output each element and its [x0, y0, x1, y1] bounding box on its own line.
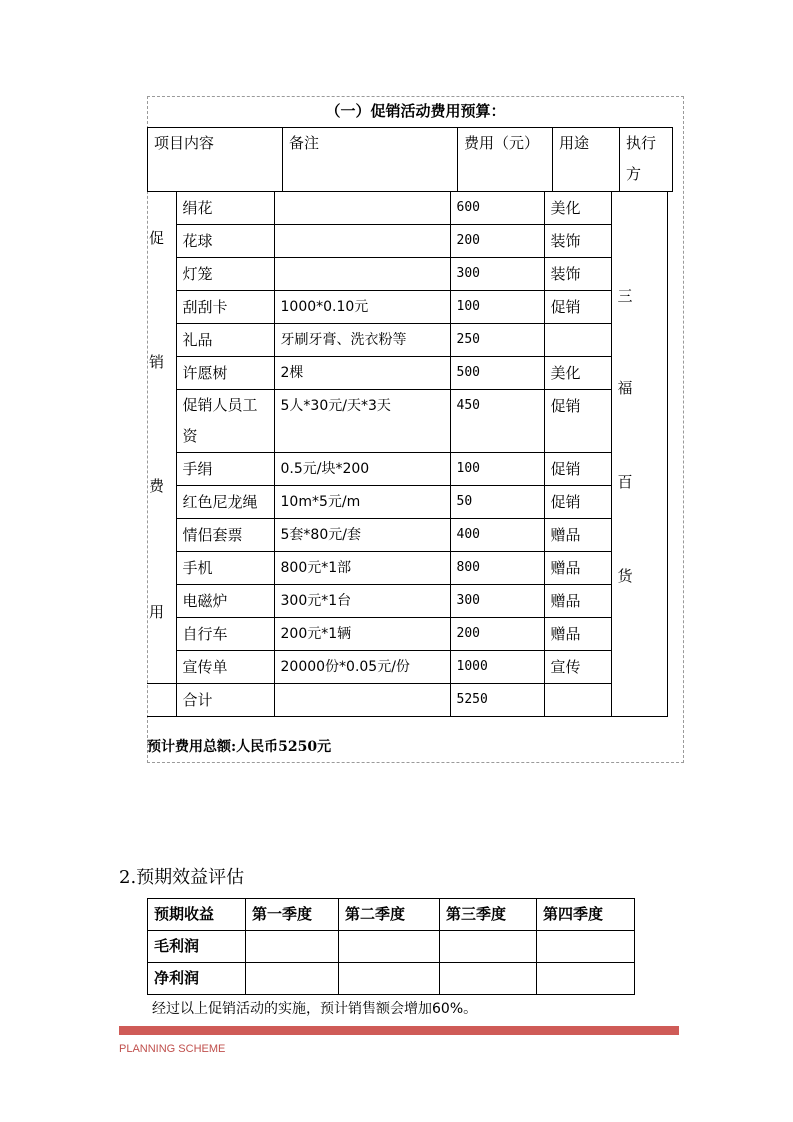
eval-row-net-label: 净利润	[148, 963, 246, 995]
budget-item	[176, 390, 274, 453]
budget-item: 灯笼	[176, 258, 274, 291]
budget-use: 促销	[544, 390, 611, 453]
budget-row	[147, 552, 667, 585]
budget-cost: 800	[450, 552, 544, 585]
budget-row	[147, 618, 667, 651]
eval-header-q3: 第三季度	[440, 899, 537, 931]
budget-item: 手机	[176, 552, 274, 585]
budget-row	[147, 258, 667, 291]
executor-char: 福	[617, 379, 633, 397]
budget-item: 手绢	[176, 453, 274, 486]
total-empty-cell	[147, 684, 176, 717]
eval-header-q2: 第二季度	[339, 899, 440, 931]
budget-note: 2棵	[274, 357, 450, 390]
budget-use: 赠品	[544, 618, 611, 651]
budget-cost: 100	[450, 453, 544, 486]
budget-use: 促销	[544, 486, 611, 519]
category-char: 促	[149, 229, 165, 247]
header-executor-line1: 执行	[626, 134, 657, 152]
budget-cost: 200	[450, 618, 544, 651]
budget-row	[147, 519, 667, 552]
budget-item: 红色尼龙绳	[176, 486, 274, 519]
eval-row-gross-label: 毛利润	[148, 931, 246, 963]
budget-cost: 300	[450, 585, 544, 618]
budget-item: 情侣套票	[176, 519, 274, 552]
budget-use: 促销	[544, 453, 611, 486]
budget-use: 赠品	[544, 519, 611, 552]
budget-total-text: 预计费用总额:人民币5250元	[147, 739, 332, 755]
budget-item: 许愿树	[176, 357, 274, 390]
budget-total-row	[147, 684, 667, 717]
budget-note: 20000份*0.05元/份	[274, 651, 450, 684]
budget-cost: 300	[450, 258, 544, 291]
budget-row	[147, 651, 667, 684]
eval-header-revenue: 预期收益	[148, 899, 246, 931]
executor-vertical-label	[611, 192, 667, 717]
budget-note	[274, 192, 450, 225]
budget-note: 200元*1辆	[274, 618, 450, 651]
eval-header-q4: 第四季度	[537, 899, 635, 931]
header-executor	[620, 128, 673, 192]
budget-use: 美化	[544, 357, 611, 390]
category-char: 费	[149, 477, 165, 495]
header-item: 项目内容	[148, 128, 283, 192]
budget-note	[274, 258, 450, 291]
budget-item: 电磁炉	[176, 585, 274, 618]
budget-use: 装饰	[544, 225, 611, 258]
eval-cell	[537, 963, 635, 995]
eval-cell	[440, 931, 537, 963]
budget-cost: 600	[450, 192, 544, 225]
budget-row	[147, 225, 667, 258]
budget-item-line2: 资	[182, 427, 198, 445]
eval-cell	[440, 963, 537, 995]
budget-table	[147, 191, 668, 717]
header-cost: 费用（元）	[458, 128, 553, 192]
evaluation-conclusion: 经过以上促销活动的实施，预计销售额会增加60%。	[152, 1001, 478, 1017]
budget-title: （一）促销活动费用预算：	[325, 102, 506, 120]
category-char: 用	[149, 603, 165, 621]
budget-use: 装饰	[544, 258, 611, 291]
budget-row	[147, 390, 667, 453]
budget-note: 800元*1部	[274, 552, 450, 585]
budget-cost: 50	[450, 486, 544, 519]
budget-cost: 250	[450, 324, 544, 357]
executor-char: 百	[617, 473, 633, 491]
header-note: 备注	[283, 128, 458, 192]
budget-use: 促销	[544, 291, 611, 324]
eval-cell	[339, 931, 440, 963]
budget-use: 宣传	[544, 651, 611, 684]
footer-accent-bar	[119, 1026, 679, 1035]
budget-cost: 400	[450, 519, 544, 552]
budget-row	[147, 324, 667, 357]
budget-note: 10m*5元/m	[274, 486, 450, 519]
category-vertical-label	[147, 192, 176, 684]
budget-cost: 1000	[450, 651, 544, 684]
budget-row	[147, 486, 667, 519]
category-char: 销	[149, 353, 165, 371]
budget-note: 0.5元/块*200	[274, 453, 450, 486]
executor-char: 货	[617, 567, 633, 585]
budget-item: 绢花	[176, 192, 274, 225]
budget-item: 宣传单	[176, 651, 274, 684]
footer-label: PLANNING SCHEME	[119, 1043, 226, 1055]
budget-use: 赠品	[544, 552, 611, 585]
budget-cost: 450	[450, 390, 544, 453]
budget-cost: 500	[450, 357, 544, 390]
executor-char: 三	[617, 287, 633, 305]
eval-header-q1: 第一季度	[246, 899, 339, 931]
total-label: 合计	[176, 684, 274, 717]
eval-cell	[246, 963, 339, 995]
budget-use	[544, 324, 611, 357]
total-cost: 5250	[450, 684, 544, 717]
total-use	[544, 684, 611, 717]
evaluation-heading: 2.预期效益评估	[119, 867, 245, 888]
budget-row	[147, 585, 667, 618]
budget-item: 礼品	[176, 324, 274, 357]
budget-header-table	[147, 127, 673, 192]
budget-item: 刮刮卡	[176, 291, 274, 324]
eval-cell	[339, 963, 440, 995]
evaluation-table	[147, 898, 635, 995]
budget-row	[147, 192, 667, 225]
budget-note: 300元*1台	[274, 585, 450, 618]
budget-note: 1000*0.10元	[274, 291, 450, 324]
budget-row	[147, 291, 667, 324]
budget-item: 自行车	[176, 618, 274, 651]
budget-use: 美化	[544, 192, 611, 225]
budget-item: 花球	[176, 225, 274, 258]
budget-use: 赠品	[544, 585, 611, 618]
budget-row	[147, 357, 667, 390]
budget-row	[147, 453, 667, 486]
budget-note	[274, 225, 450, 258]
eval-cell	[537, 931, 635, 963]
budget-item-line1: 促销人员工	[182, 396, 258, 414]
budget-cost: 200	[450, 225, 544, 258]
budget-note: 5套*80元/套	[274, 519, 450, 552]
eval-cell	[246, 931, 339, 963]
header-executor-line2: 方	[626, 165, 642, 183]
total-note	[274, 684, 450, 717]
budget-cost: 100	[450, 291, 544, 324]
budget-note: 5人*30元/天*3天	[274, 390, 450, 453]
header-use: 用途	[553, 128, 620, 192]
budget-note: 牙刷牙膏、洗衣粉等	[274, 324, 450, 357]
